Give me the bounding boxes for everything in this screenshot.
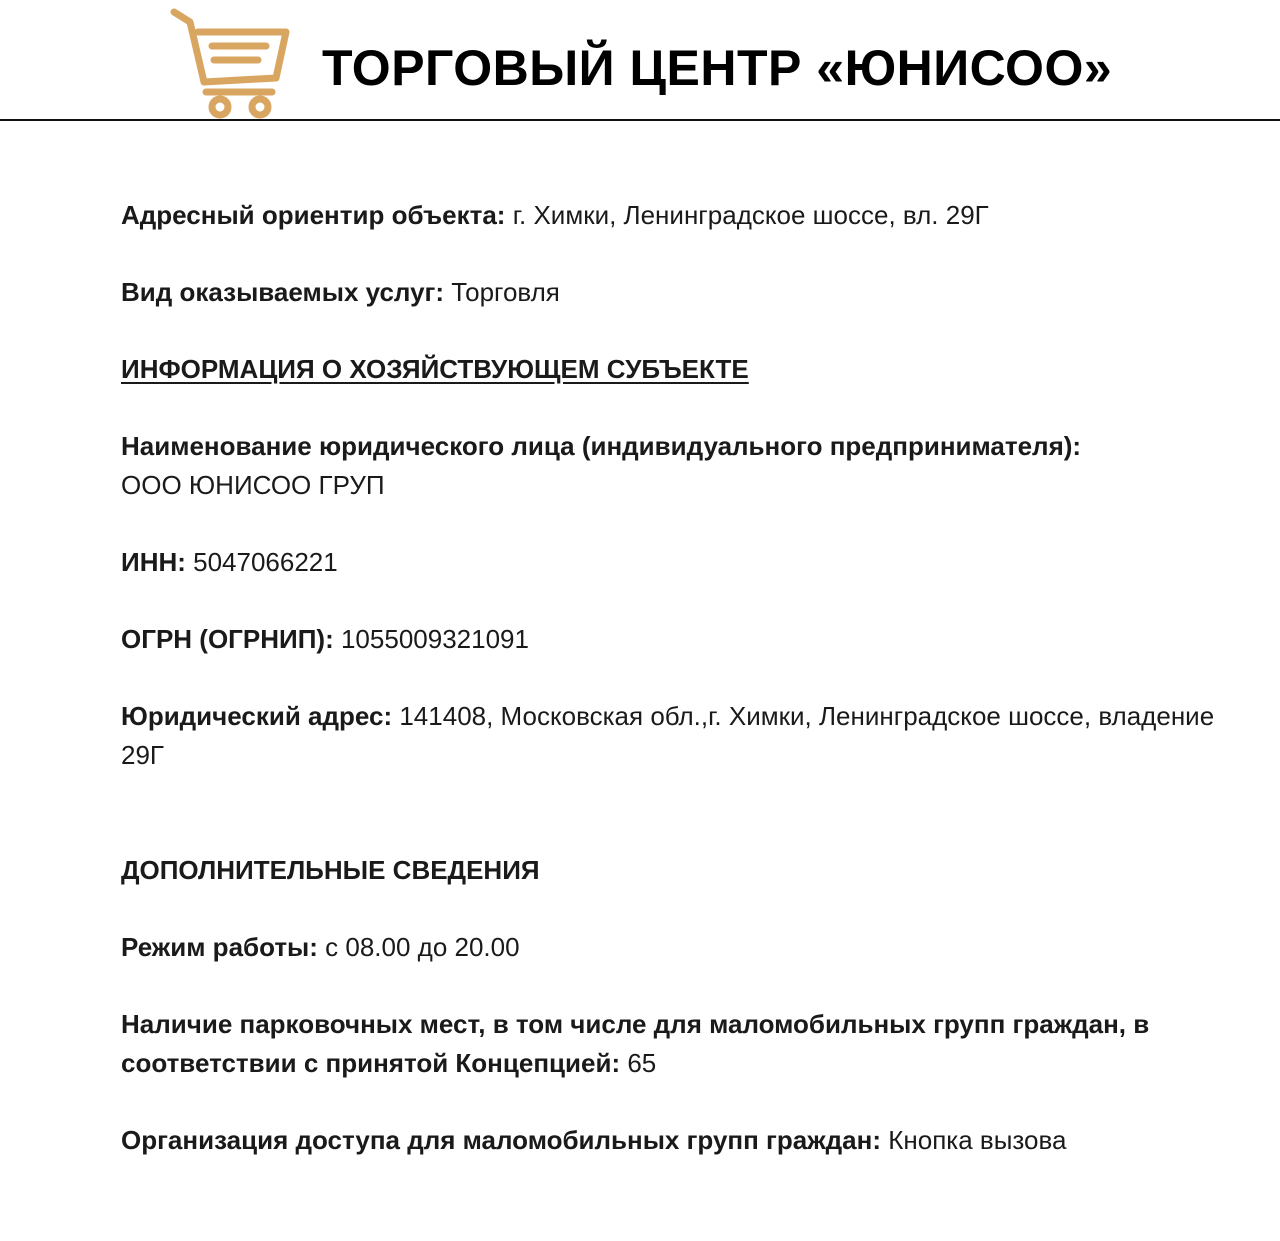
working-hours-label: Режим работы:	[121, 932, 318, 962]
legal-address-row	[121, 697, 1251, 775]
legal-address-label: Юридический адрес:	[121, 701, 393, 731]
inn-row	[121, 543, 1251, 582]
shopping-cart-icon	[168, 6, 294, 120]
accessibility-label: Организация доступа для маломобильных групп граждан:	[121, 1125, 881, 1155]
legal-name-label: Наименование юридического лица (индивидуального предпринимателя):	[121, 431, 1082, 461]
inn-value: 5047066221	[185, 547, 338, 577]
service-type-value: Торговля	[444, 277, 560, 307]
parking-label: Наличие парковочных мест, в том числе для маломобильных групп граждан, в соответствии с принятой Концепцией:	[121, 1009, 1150, 1078]
ogrn-row	[121, 620, 1251, 659]
ogrn-label: ОГРН (ОГРНИП):	[121, 624, 334, 654]
legal-name-value: ООО ЮНИСОО ГРУП	[121, 470, 385, 500]
address-landmark-label: Адресный ориентир объекта:	[121, 200, 506, 230]
accessibility-value: Кнопка вызова	[881, 1125, 1067, 1155]
address-landmark-value: г. Химки, Ленинградское шоссе, вл. 29Г	[505, 200, 989, 230]
accessibility-row	[121, 1121, 1251, 1160]
working-hours-value: с 08.00 до 20.00	[317, 932, 520, 962]
page-title: ТОРГОВЫЙ ЦЕНТР «ЮНИСОО»	[322, 40, 1113, 96]
legal-name-row	[121, 427, 1251, 505]
service-type-row	[121, 273, 1251, 312]
section-heading-entity: ИНФОРМАЦИЯ О ХОЗЯЙСТВУЮЩЕМ СУБЪЕКТЕ	[121, 354, 749, 384]
parking-value: 65	[620, 1048, 657, 1078]
legal-address-value: 141408, Московская обл.,г. Химки, Ленинградское шоссе, владение 29Г	[121, 701, 1215, 770]
service-type-label: Вид оказываемых услуг:	[121, 277, 445, 307]
parking-row	[121, 1005, 1251, 1083]
section-heading-extra: ДОПОЛНИТЕЛЬНЫЕ СВЕДЕНИЯ	[121, 855, 540, 885]
inn-label: ИНН:	[121, 547, 186, 577]
header-divider	[0, 119, 1280, 121]
working-hours-row	[121, 928, 1251, 967]
ogrn-value: 1055009321091	[333, 624, 529, 654]
address-landmark-row	[121, 196, 1251, 235]
document-body	[121, 196, 1251, 1160]
page-header	[0, 0, 1280, 122]
